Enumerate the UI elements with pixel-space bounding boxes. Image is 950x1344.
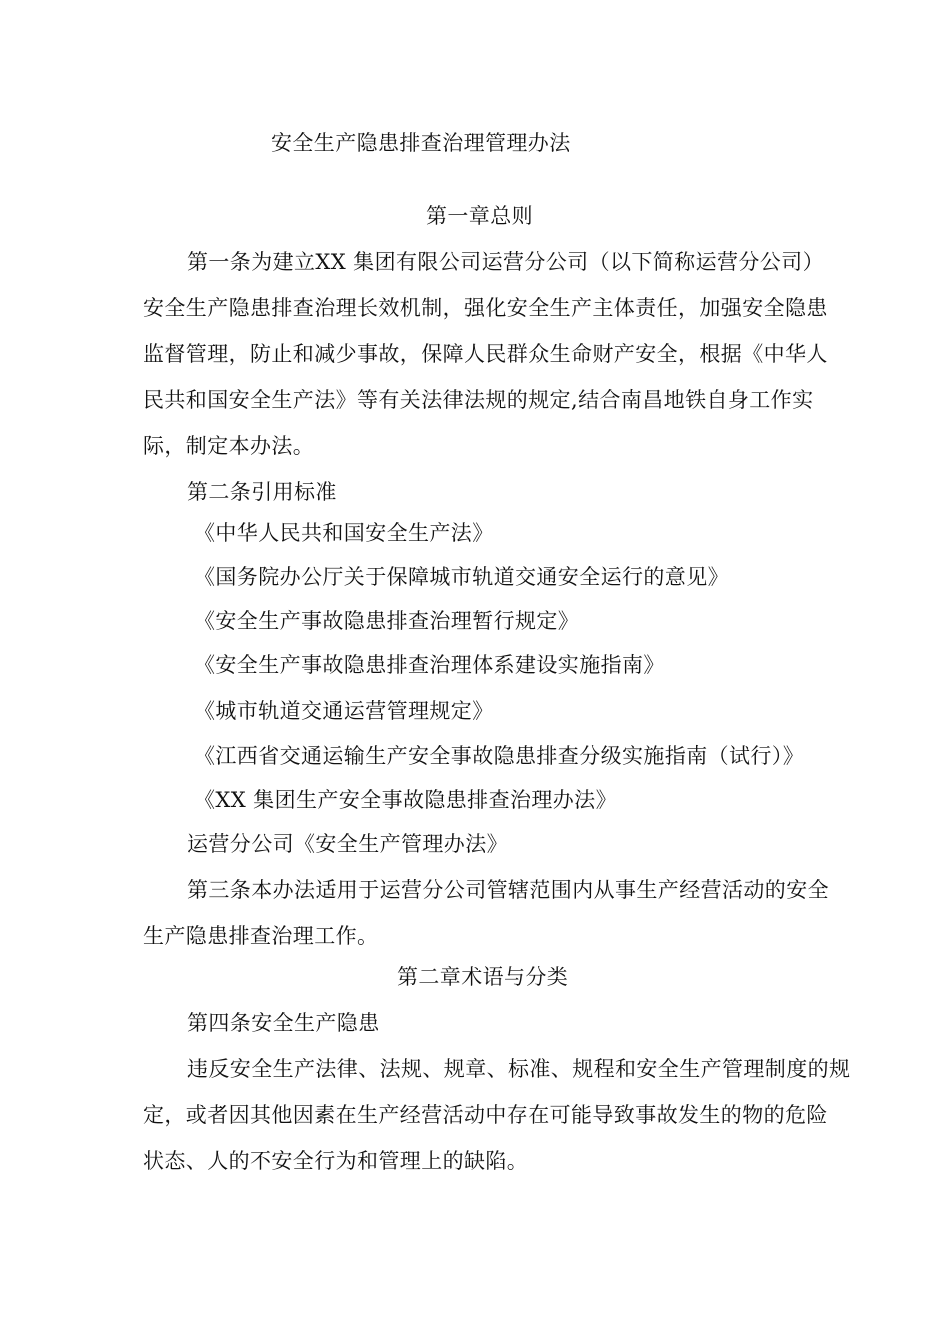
chapter-2-heading: 第二章术语与分类 bbox=[397, 965, 569, 989]
article-1-line: 安全生产隐患排查治理长效机制，强化安全生产主体责任，加强安全隐患 bbox=[143, 296, 828, 320]
chapter-1-heading: 第一章总则 bbox=[426, 204, 533, 228]
article-1-line: 民共和国安全生产法》等有关法律法规的规定,结合南昌地铁自身工作实 bbox=[143, 388, 814, 412]
article-1-line: 监督管理，防止和减少事故，保障人民群众生命财产安全，根据《中华人 bbox=[143, 342, 828, 366]
article-1-line: 第一条为建立XX 集团有限公司运营分公司（以下简称运营分公司） bbox=[187, 250, 824, 274]
standard-item: 《安全生产事故隐患排查治理体系建设实施指南》 bbox=[194, 653, 665, 677]
article-3-line: 第三条本办法适用于运营分公司管辖范围内从事生产经营活动的安全 bbox=[187, 878, 829, 902]
standard-item: 《江西省交通运输生产安全事故隐患排查分级实施指南（试行）》 bbox=[194, 744, 805, 768]
article-1-line: 际，制定本办法。 bbox=[143, 434, 315, 458]
article-2-heading: 第二条引用标准 bbox=[187, 480, 337, 504]
article-4-line: 违反安全生产法律、法规、规章、标准、规程和安全生产管理制度的规 bbox=[187, 1057, 851, 1081]
article-3-line: 生产隐患排查治理工作。 bbox=[143, 924, 379, 948]
document-title: 安全生产隐患排查治理管理办法 bbox=[271, 131, 571, 155]
standard-item: 《中华人民共和国安全生产法》 bbox=[194, 521, 494, 545]
standard-item: 运营分公司《安全生产管理办法》 bbox=[187, 832, 508, 856]
standard-item: 《城市轨道交通运营管理规定》 bbox=[194, 699, 494, 723]
standard-item: 《国务院办公厅关于保障城市轨道交通安全运行的意见》 bbox=[194, 565, 729, 589]
article-4-heading: 第四条安全生产隐患 bbox=[187, 1011, 380, 1035]
standard-item: 《XX 集团生产安全事故隐患排查治理办法》 bbox=[194, 788, 617, 812]
article-4-line: 状态、人的不安全行为和管理上的缺陷。 bbox=[143, 1149, 529, 1173]
standard-item: 《安全生产事故隐患排查治理暂行规定》 bbox=[194, 609, 580, 633]
article-4-line: 定，或者因其他因素在生产经营活动中存在可能导致事故发生的物的危险 bbox=[143, 1103, 828, 1127]
